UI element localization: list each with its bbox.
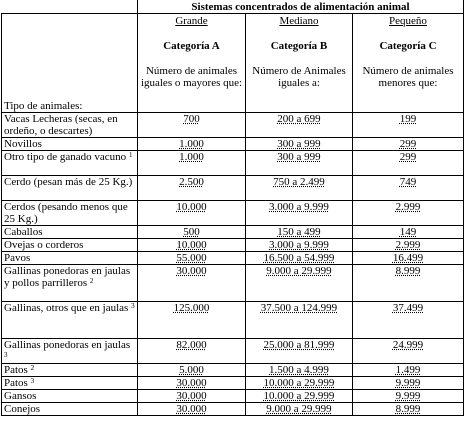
category-header-row [2,14,464,113]
category-b-value: 750 a 2.499 [273,176,325,188]
table-row [2,364,464,377]
animal-type-cell [2,403,138,416]
category-b-value: 3.000 a 9.999 [269,239,329,251]
animal-type-cell [2,390,138,403]
category-b-cell [246,339,353,364]
category-c-value: 8.999 [395,265,421,277]
category-b-value: 9.000 a 29.999 [266,265,332,277]
category-a-cell [138,201,246,226]
category-b-value: 9.000 a 29.999 [266,403,332,415]
row-header: Tipo de animales: [2,14,138,113]
footnote-marker: 1 [128,151,133,159]
footnote-marker: 2 [89,277,94,285]
category-label-b: Categoría B [270,40,328,52]
animal-type-label: Gallinas ponedoras en jaulas [4,339,131,351]
category-a-value: 30.000 [176,377,207,389]
category-a-cell [138,176,246,201]
category-c-cell [353,201,464,226]
category-c-value: 24.999 [392,339,424,351]
category-a-cell [138,226,246,239]
animal-type-label: Vacas Lecheras (secas, en ordeño, o descartes) [4,113,118,137]
category-c-value: 1.499 [395,364,421,376]
animal-type-cell [2,364,138,377]
category-c-cell [353,364,464,377]
category-a-value: 2.500 [179,176,204,188]
animal-type-label: Cerdo (pesan más de 25 Kg.) [4,176,133,188]
category-c-value: 37.499 [392,302,424,314]
footnote-marker: 3 [131,302,135,310]
animal-type-label: Gallinas, otros que en jaulas [4,302,129,314]
animal-type-cell [2,302,138,339]
category-b-cell [246,364,353,377]
category-a-cell [138,239,246,252]
animal-type-cell [2,377,138,390]
category-a-value: 82.000 [176,339,207,351]
category-c-value: 299 [399,138,417,150]
animal-type-cell [2,151,138,176]
column-header-a [138,14,246,113]
footnote-marker: 3 [4,351,8,359]
category-a-cell [138,339,246,364]
table-row [2,403,464,416]
category-b-cell [246,176,353,201]
category-a-value: 30.000 [176,390,207,402]
table-body [2,113,464,416]
animal-type-cell [2,201,138,226]
category-a-cell [138,364,246,377]
animal-type-label: Gansos [4,390,37,402]
animal-type-cell [2,226,138,239]
category-c-cell [353,390,464,403]
category-a-value: 500 [183,226,200,238]
animal-type-cell [2,252,138,265]
category-b-cell [246,151,353,176]
desc-label-a: Número de animales iguales o mayores que: [140,65,243,89]
category-a-cell [138,151,246,176]
title-row [2,0,464,14]
category-a-value: 125.000 [173,302,210,314]
category-b-value: 300 a 999 [277,138,321,150]
category-b-cell [246,302,353,339]
category-b-value: 10.000 a 29.999 [263,390,335,402]
category-c-value: 9.999 [395,390,421,402]
animal-type-label: Otro tipo de ganado vacuno [4,151,127,163]
category-a-cell [138,302,246,339]
category-c-value: 9.999 [395,377,421,389]
category-a-value: 10.000 [176,239,207,251]
table-row [2,226,464,239]
category-a-value: 5.000 [179,364,204,376]
category-b-value: 16.500 a 54.999 [263,252,335,264]
category-c-value: 16.499 [392,252,424,264]
animal-type-cell [2,339,138,364]
desc-label-c: Número de animales menores que: [362,65,454,89]
category-c-value: 2.999 [395,239,421,251]
size-label-a: Grande [175,15,208,27]
category-b-cell [246,265,353,302]
category-label-a: Categoría A [163,40,220,52]
category-a-value: 30.000 [176,265,207,277]
category-c-cell [353,339,464,364]
category-b-value: 1.500 a 4.999 [269,364,329,376]
category-a-value: 55.000 [176,252,207,264]
animal-type-label: Cerdos (pesando menos que 25 Kg.) [4,201,128,225]
animal-type-cell [2,113,138,138]
desc-label-b: Número de Animales iguales a: [252,65,346,89]
category-c-value: 299 [399,151,417,163]
animal-type-label: Patos [4,364,28,376]
category-a-value: 1.000 [179,151,204,163]
category-b-value: 3.000 a 9.999 [269,201,329,213]
category-b-value: 25.000 a 81.999 [263,339,335,351]
table-row [2,138,464,151]
category-b-cell [246,226,353,239]
table-row [2,201,464,226]
animal-type-cell [2,138,138,151]
category-b-cell [246,390,353,403]
table-row [2,390,464,403]
category-c-value: 149 [399,226,417,238]
category-b-value: 10.000 a 29.999 [263,377,335,389]
animal-type-cell [2,176,138,201]
animal-type-label: Caballos [4,226,43,238]
table-title: Sistemas concentrados de alimentación animal [138,0,464,14]
animal-feeding-systems-table [1,0,464,416]
category-a-cell [138,403,246,416]
category-b-value: 150 a 499 [277,226,321,238]
column-header-c [353,14,464,113]
category-c-cell [353,239,464,252]
category-c-value: 2.999 [395,201,421,213]
category-c-cell [353,377,464,390]
category-c-cell [353,113,464,138]
footnote-marker: 2 [30,364,35,372]
table-row [2,113,464,138]
category-c-cell [353,138,464,151]
category-c-cell [353,226,464,239]
category-b-value: 37.500 a 124.999 [260,302,338,314]
category-b-cell [246,201,353,226]
table-row [2,151,464,176]
category-c-cell [353,302,464,339]
category-b-value: 200 a 699 [277,113,321,125]
category-a-cell [138,138,246,151]
category-a-value: 700 [183,113,200,125]
category-a-cell [138,377,246,390]
category-a-cell [138,265,246,302]
table-row [2,176,464,201]
category-b-cell [246,377,353,390]
table-row [2,302,464,339]
table-row [2,239,464,252]
column-header-b [246,14,353,113]
category-a-value: 10.000 [176,201,207,213]
category-a-cell [138,113,246,138]
category-b-cell [246,239,353,252]
category-a-value: 1.000 [179,138,204,150]
animal-type-label: Conejos [4,403,41,415]
footnote-marker: 3 [30,377,35,385]
animal-type-label: Pavos [4,252,31,264]
category-a-value: 30.000 [176,403,207,415]
table-row [2,252,464,265]
animal-type-cell [2,265,138,302]
category-c-value: 749 [399,176,417,188]
table-row [2,377,464,390]
category-c-cell [353,265,464,302]
animal-type-cell [2,239,138,252]
category-b-cell [246,252,353,265]
category-label-c: Categoría C [379,40,437,52]
category-c-value: 199 [399,113,417,125]
category-a-cell [138,252,246,265]
category-b-cell [246,403,353,416]
size-label-c: Pequeño [389,15,427,27]
animal-type-label: Novillos [4,138,42,150]
category-c-cell [353,252,464,265]
category-b-cell [246,113,353,138]
animal-type-label: Gallinas ponedoras en jaulas y pollos parrilleros [4,265,131,289]
table-row [2,265,464,302]
empty-corner [2,0,138,14]
category-c-cell [353,176,464,201]
category-c-cell [353,403,464,416]
animal-type-label: Patos [4,377,28,389]
size-label-b: Mediano [279,15,319,27]
animal-type-label: Ovejas o corderos [4,239,84,251]
category-a-cell [138,390,246,403]
category-b-value: 300 a 999 [277,151,321,163]
table-row [2,339,464,364]
category-c-cell [353,151,464,176]
category-c-value: 8.999 [395,403,421,415]
category-b-cell [246,138,353,151]
